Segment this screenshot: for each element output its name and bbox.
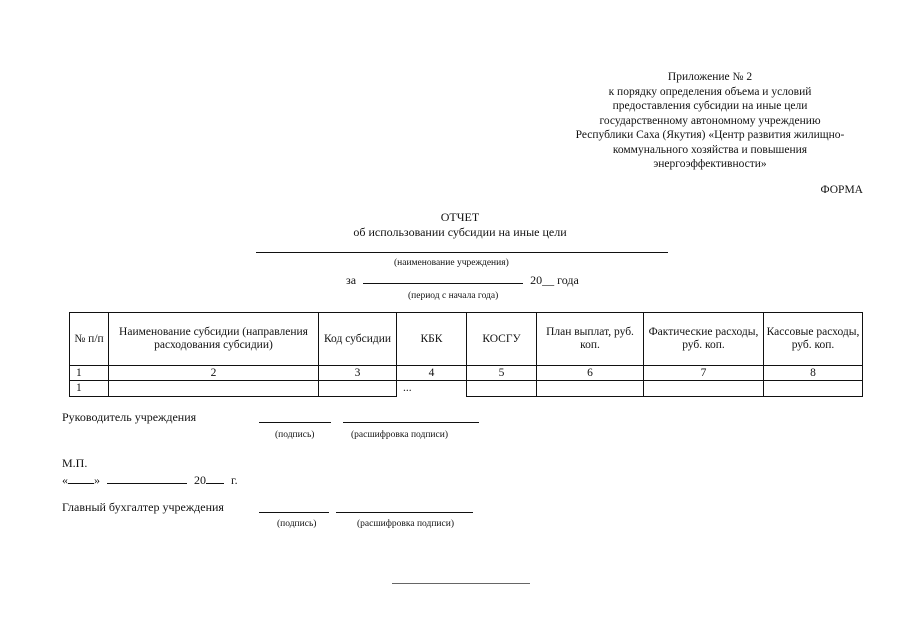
column-number: 2 <box>109 366 319 381</box>
appendix-header <box>540 70 880 172</box>
period-blank <box>363 273 523 284</box>
accountant-label: Главный бухгалтер учреждения <box>62 500 224 514</box>
ellipsis-cell: ... <box>397 381 467 397</box>
accountant-decode-line <box>336 512 473 513</box>
appendix-line: энергоэффективности» <box>653 158 767 170</box>
table-cell <box>467 381 537 397</box>
column-header: КБК <box>397 313 467 366</box>
date-open-quote: « <box>62 473 68 487</box>
stamp-label: М.П. <box>62 456 88 470</box>
column-header: № п/п <box>70 313 109 366</box>
column-number-row <box>70 366 863 381</box>
table-cell <box>537 381 644 397</box>
column-header: Код субсидии <box>319 313 397 366</box>
column-header: Наименование субсидии (направления расходования субсидии) <box>109 313 319 366</box>
form-label: ФОРМА <box>820 184 863 196</box>
column-header: Кассовые расходы, руб. коп. <box>764 313 863 366</box>
appendix-line: коммунального хозяйства и повышения <box>612 143 808 156</box>
appendix-line: государственному автономному учреждению <box>599 114 821 127</box>
head-label: Руководитель учреждения <box>62 410 197 424</box>
appendix-line: предоставления субсидии на иные цели <box>612 100 808 112</box>
column-header: План выплат, руб. коп. <box>537 313 644 366</box>
appendix-line: Приложение № 2 <box>667 71 753 83</box>
institution-caption: (наименование учреждения) <box>394 258 509 268</box>
column-header: КОСГУ <box>467 313 537 366</box>
column-number: 4 <box>397 366 467 381</box>
report-title-block <box>330 210 590 240</box>
accountant-sign-caption: (подпись) <box>277 519 317 529</box>
period-prefix: за <box>346 273 357 287</box>
date-suffix: г. <box>231 473 238 487</box>
accountant-sign-line <box>259 512 329 513</box>
column-number: 8 <box>764 366 863 381</box>
accountant-decode-caption: (расшифровка подписи) <box>357 519 454 529</box>
column-header: Фактические расходы, руб. коп. <box>644 313 764 366</box>
column-number: 7 <box>644 366 764 381</box>
report-subtitle: об использовании субсидии на иные цели <box>353 225 567 239</box>
period-caption: (период с начала года) <box>408 291 499 301</box>
month-blank <box>107 473 187 484</box>
column-number: 6 <box>537 366 644 381</box>
date-year: 20 <box>194 473 206 487</box>
period-line <box>346 273 579 288</box>
day-blank <box>68 473 94 484</box>
appendix-line: к порядку определения объема и условий <box>608 85 812 98</box>
column-number: 3 <box>319 366 397 381</box>
head-sign-caption: (подпись) <box>275 430 315 440</box>
column-number: 1 <box>70 366 109 381</box>
report-title: ОТЧЕТ <box>440 210 480 224</box>
table-cell <box>319 381 397 397</box>
appendix-line: Республики Саха (Якутия) «Центр развития жилищно- <box>575 129 845 141</box>
date-line <box>62 473 238 488</box>
row-number: 1 <box>70 381 109 397</box>
column-number: 5 <box>467 366 537 381</box>
table-row <box>70 381 863 397</box>
year-blank <box>206 473 224 484</box>
table-cell <box>764 381 863 397</box>
table-cell <box>644 381 764 397</box>
period-year: 20__ года <box>530 273 579 287</box>
head-sign-line <box>259 422 331 423</box>
institution-name-line <box>256 252 668 253</box>
footnote-separator <box>392 583 530 584</box>
date-close-quote: » <box>94 473 100 487</box>
head-decode-line <box>343 422 479 423</box>
head-decode-caption: (расшифровка подписи) <box>351 430 448 440</box>
table-header-row <box>70 313 863 366</box>
table-cell <box>109 381 319 397</box>
report-table <box>69 312 863 397</box>
